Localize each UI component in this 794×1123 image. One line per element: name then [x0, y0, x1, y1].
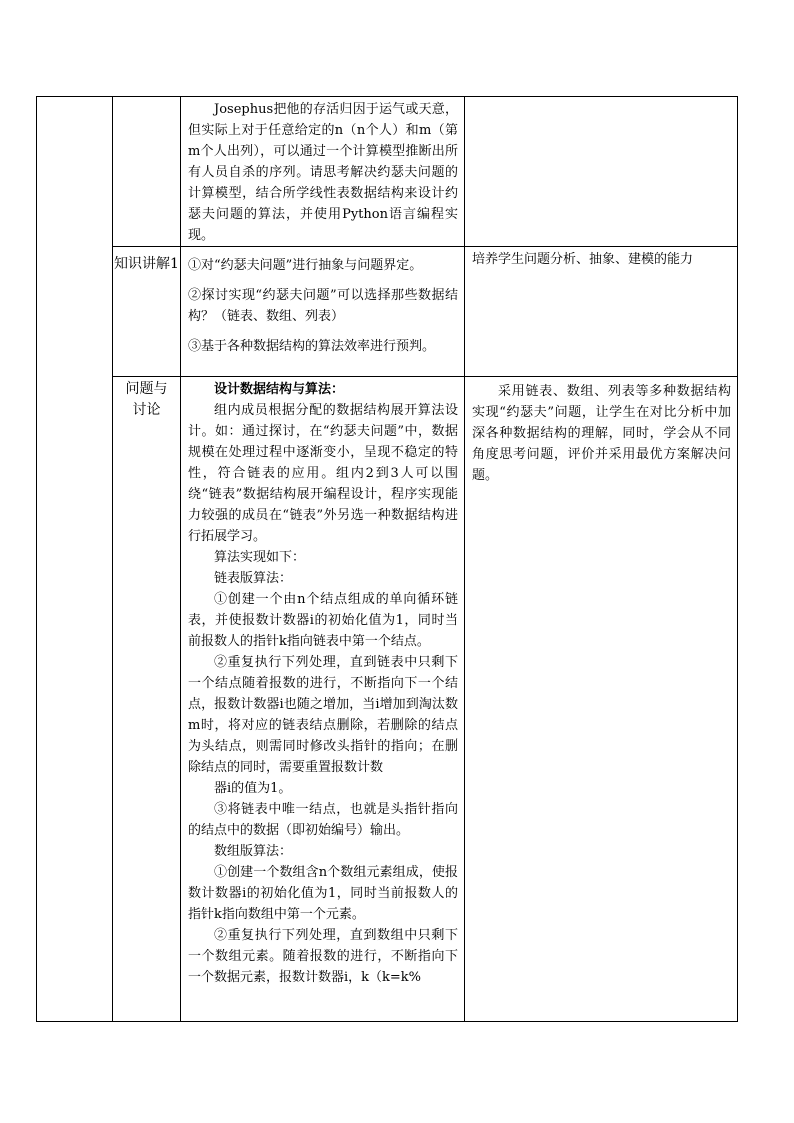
row1-label-cell — [113, 97, 181, 247]
list-item: ②重复执行下列处理，直到数组中只剩下一个数组元素。随着报数的进行，不断指向下一个数据元素，报数计数器i，k（k=k% — [188, 928, 458, 985]
row2-label-cell — [113, 247, 181, 377]
teaching-goal: 采用链表、数组、列表等多种数据结构实现“约瑟夫”问题，让学生在对比分析中加深各种数据结构的理解，同时，学会从不同角度思考问题，评价并采用最优方案解决问题。 — [472, 384, 731, 483]
list-item: ②重复执行下列处理，直到链表中只剩下一个结点随着报数的进行，不断指向下一个结点，报数计数器i也随之增加，当i增加到淘汰数m时，将对应的链表结点删除，若删除的结点为头结点，则需同时修改头指针的指向；在删除结点的同时，需要重置报数计数 — [188, 655, 458, 775]
list-item: ②探讨实现“约瑟夫问题”可以选择那些数据结构？（链表、数组、列表） — [188, 288, 458, 324]
row3-content-cell — [181, 377, 465, 1022]
table-row — [37, 247, 738, 377]
list-item: ①创建一个数组含n个数组元素组成，使报数计数器i的初始化值为1，同时当前报数人的指针k指向数组中第一个元素。 — [188, 865, 458, 922]
row3-label-cell — [113, 377, 181, 1022]
section-label-knowledge: 知识讲解1 — [114, 256, 179, 272]
table-row — [37, 97, 738, 247]
linked-list-title: 链表版算法： — [214, 571, 293, 586]
list-item: ③基于各种数据结构的算法效率进行预判。 — [188, 339, 436, 354]
list-item: 器i的值为1。 — [214, 781, 292, 796]
row2-content-cell — [181, 247, 465, 377]
table-row — [37, 377, 738, 1022]
row1-goal-cell — [465, 97, 738, 247]
algo-intro: 算法实现如下： — [214, 550, 306, 565]
row2-goal-cell — [465, 247, 738, 377]
section-heading: 设计数据结构与算法： — [214, 382, 345, 397]
design-paragraph: 组内成员根据分配的数据结构展开算法设计。如：通过探讨，在“约瑟夫问题”中，数据规模在处理过程中逐渐变小，呈现不稳定的特性，符合链表的应用。组内2到3人可以围绕“链表”数据结构展开编程设计，程序实现能力较强的成员在“链表”外另选一种数据结构进行拓展学习。 — [188, 403, 458, 544]
list-item: ③将链表中唯一结点，也就是头指针指向的结点中的数据（即初始编号）输出。 — [188, 802, 458, 838]
array-title: 数组版算法： — [214, 844, 293, 859]
row3-goal-cell — [465, 377, 738, 1022]
merged-stage-cell — [37, 97, 113, 1022]
list-item: ①对“约瑟夫问题”进行抽象与问题界定。 — [188, 258, 423, 273]
josephus-description: Josephus把他的存活归因于运气或天意，但实际上对于任意给定的n（n个人）和m（第m个人出列），可以通过一个计算模型推断出所有人员自杀的序列。请思考解决约瑟夫问题的计算模型，结合所学线性表数据结构来设计约瑟夫问题的算法，并使用Python语言编程实现。 — [188, 102, 458, 243]
row1-content-cell — [181, 97, 465, 247]
teaching-goal: 培养学生问题分析、抽象、建模的能力 — [472, 252, 694, 267]
section-label-discussion: 问题与讨论 — [125, 381, 168, 418]
list-item: ①创建一个由n个结点组成的单向循环链表，并使报数计数器i的初始化值为1，同时当前报数人的指针k指向链表中第一个结点。 — [188, 592, 458, 649]
lesson-plan-table — [36, 96, 738, 1022]
